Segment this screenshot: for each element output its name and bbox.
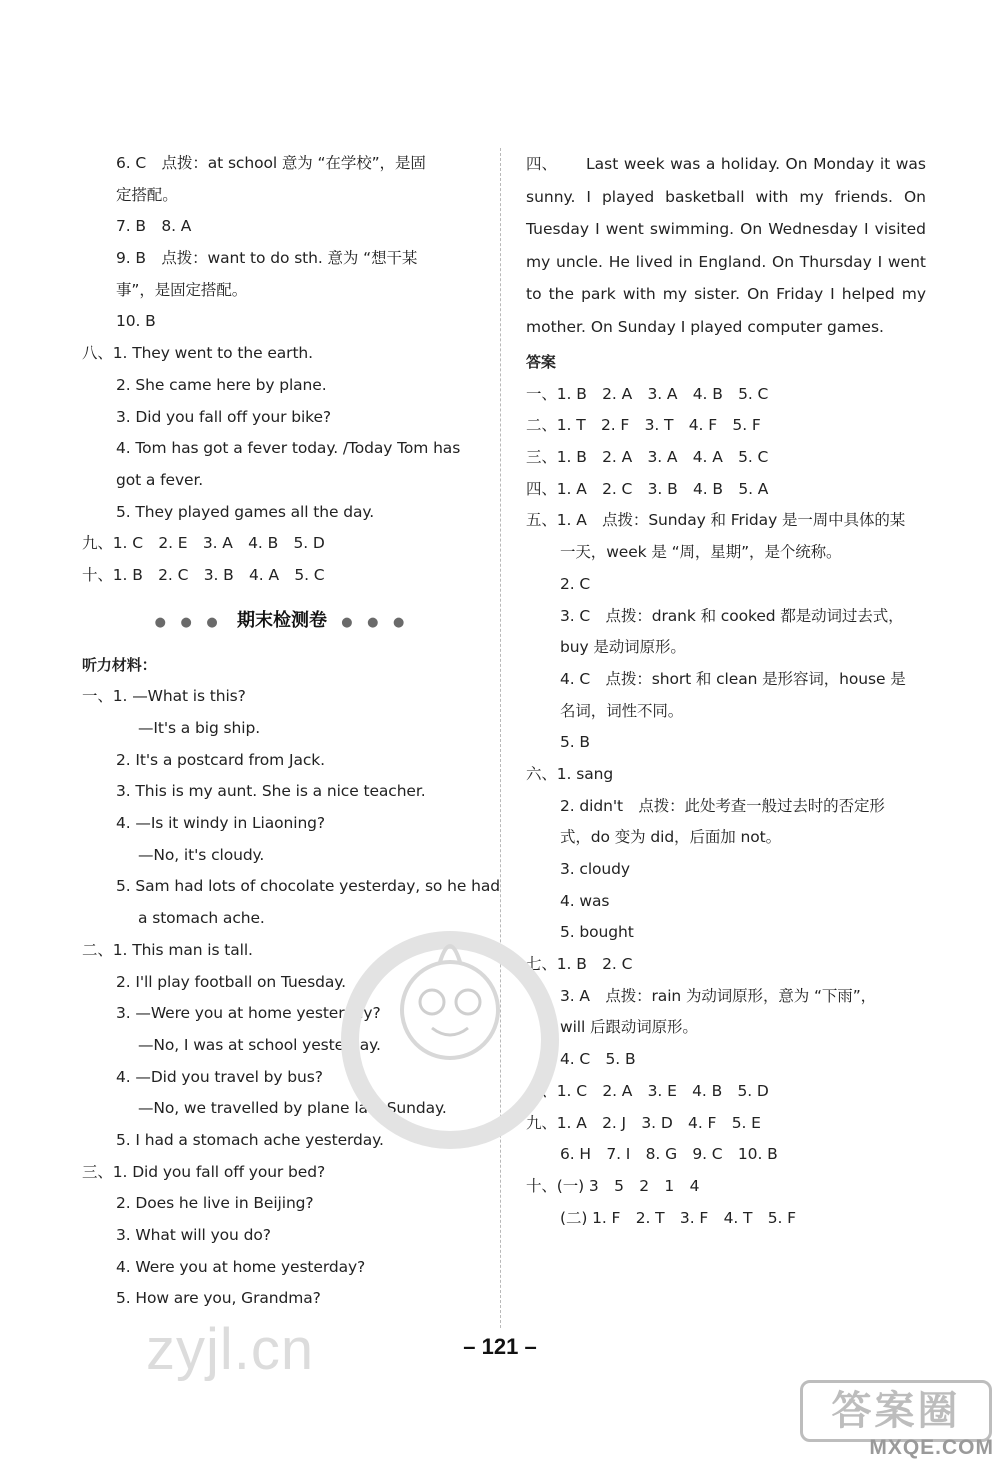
answers-label: 答案: [526, 353, 556, 371]
answer-line: 3. C 点拨：drank 和 cooked 都是动词过去式，: [560, 606, 904, 625]
answer-line: 二、1. T 2. F 3. T 4. F 5. F: [526, 416, 761, 435]
answer-line: 定搭配。: [116, 185, 178, 204]
answer-line: —No, we travelled by plane last Sunday.: [138, 1099, 447, 1118]
answer-line: 5. I had a stomach ache yesterday.: [116, 1130, 384, 1149]
mascot-seal-watermark: [340, 900, 560, 1200]
answer-line: 4. —Is it windy in Liaoning?: [116, 814, 326, 833]
answer-line: 10. B: [116, 312, 156, 331]
answer-line: 5. They played games all the day.: [116, 502, 375, 521]
daan-watermark: 答案圈: [800, 1380, 992, 1442]
answer-line: 3. Did you fall off your bike?: [116, 407, 332, 426]
answer-line: 二、1. This man is tall.: [82, 940, 253, 959]
answer-line: 2. C: [560, 574, 591, 593]
answer-line: 3. What will you do?: [116, 1226, 271, 1244]
answer-line: 2. didn't 点拨：此处考查一般过去时的否定形: [560, 796, 885, 815]
answer-line: 三、1. B 2. A 3. A 4. A 5. C: [526, 448, 769, 467]
answer-line: a stomach ache.: [138, 909, 265, 928]
answer-line: 2. Does he live in Beijing?: [116, 1194, 314, 1213]
answer-line: 4. Tom has got a fever today. /Today Tom has: [116, 439, 461, 458]
answer-line: 7. B 8. A: [116, 217, 192, 236]
answer-line: —No, it's cloudy.: [138, 845, 265, 864]
right-answer-list: [526, 379, 926, 1235]
answer-line: 4. C 5. B: [560, 1050, 636, 1069]
answer-line: 4. C 点拨：short 和 clean 是形容词，house 是: [560, 669, 906, 688]
answer-line: 一天，week 是 “周，星期”，是个统称。: [560, 543, 842, 562]
answer-line: got a fever.: [116, 470, 204, 489]
answer-line: 四、1. A 2. C 3. B 4. B 5. A: [526, 479, 769, 498]
answer-line: 4. Were you at home yesterday?: [116, 1257, 366, 1276]
answer-line: 4. —Did you travel by bus?: [116, 1067, 323, 1086]
section-title-text: 期末检测卷: [237, 609, 327, 631]
answer-line: 5. How are you, Grandma?: [116, 1289, 321, 1308]
answer-line: 5. bought: [560, 923, 634, 942]
answer-line: 三、1. Did you fall off your bed?: [82, 1162, 326, 1181]
answer-line: 4. was: [560, 891, 610, 910]
answer-line: 3. cloudy: [560, 860, 630, 878]
answer-line: 十、1. B 2. C 3. B 4. A 5. C: [82, 565, 325, 584]
answer-line: will 后跟动词原形。: [560, 1018, 698, 1037]
answer-line: 六、1. sang: [526, 764, 614, 783]
answer-line: 八、1. C 2. A 3. E 4. B 5. D: [526, 1081, 769, 1100]
answer-line: 七、1. B 2. C: [526, 955, 633, 974]
answer-line: 6. H 7. I 8. G 9. C 10. B: [560, 1145, 778, 1164]
answer-line: 九、1. C 2. E 3. A 4. B 5. D: [82, 534, 325, 553]
left-answer-list: [82, 148, 482, 592]
answer-line: 3. A 点拨：rain 为动词原形，意为 “下雨”，: [560, 986, 877, 1005]
answer-line: 3. —Were you at home yesterday?: [116, 1004, 381, 1023]
zyjl-watermark: zyjl.cn: [146, 1317, 315, 1382]
title-dots-right: ● ● ●: [341, 614, 410, 630]
answer-line: 5. B: [560, 733, 590, 752]
answer-line: 五、1. A 点拨：Sunday 和 Friday 是一周中具体的某: [526, 511, 906, 530]
answer-line: 式，do 变为 did，后面加 not。: [560, 828, 781, 847]
answer-line: 九、1. A 2. J 3. D 4. F 5. E: [526, 1113, 761, 1132]
answer-line: —It's a big ship.: [138, 719, 261, 737]
page-number: – 121 –: [463, 1334, 537, 1359]
answer-line: 2. She came here by plane.: [116, 375, 327, 394]
answer-line: buy 是动词原形。: [560, 638, 686, 657]
listening-label: 听力材料：: [82, 655, 157, 674]
answer-line: 9. B 点拨：want to do sth. 意为 “想干某: [116, 249, 418, 268]
answer-line: 事”，是固定搭配。: [116, 280, 248, 299]
mxqe-watermark: MXQE.COM: [869, 1436, 994, 1459]
passage-text: Last week was a holiday. On Monday it was sunny. I played basketball with my friends. On Tuesday I went swimming. On Wednesday I visited my uncle. He lived in England. On Thursday I went to the park with my sister. On Friday I helped my mother. On Sunday I played computer games.: [526, 155, 926, 336]
answer-line: 2. It's a postcard from Jack.: [116, 750, 326, 769]
right-column: [526, 148, 926, 1234]
answer-line: 5. Sam had lots of chocolate yesterday, so he had: [116, 877, 500, 896]
answer-line: 3. This is my aunt. She is a nice teacher.: [116, 782, 426, 801]
section-title: [82, 592, 482, 650]
passage-label: 四、: [526, 155, 558, 173]
answer-line: (二) 1. F 2. T 3. F 4. T 5. F: [560, 1208, 796, 1227]
answer-line: 2. I'll play football on Tuesday.: [116, 972, 346, 991]
title-dots-left: ● ● ●: [154, 614, 223, 630]
answer-line: 一、1. B 2. A 3. A 4. B 5. C: [526, 384, 769, 403]
answer-line: 6. C 点拨：at school 意为 “在学校”，是固: [116, 154, 426, 172]
answer-line: 十、(一) 3 5 2 1 4: [526, 1176, 700, 1195]
listening-passage: [526, 148, 926, 343]
answer-line: —No, I was at school yesterday.: [138, 1035, 381, 1054]
answer-line: 名词，词性不同。: [560, 701, 684, 720]
answer-line: 八、1. They went to the earth.: [82, 344, 313, 363]
answer-line: 一、1. —What is this?: [82, 687, 246, 706]
